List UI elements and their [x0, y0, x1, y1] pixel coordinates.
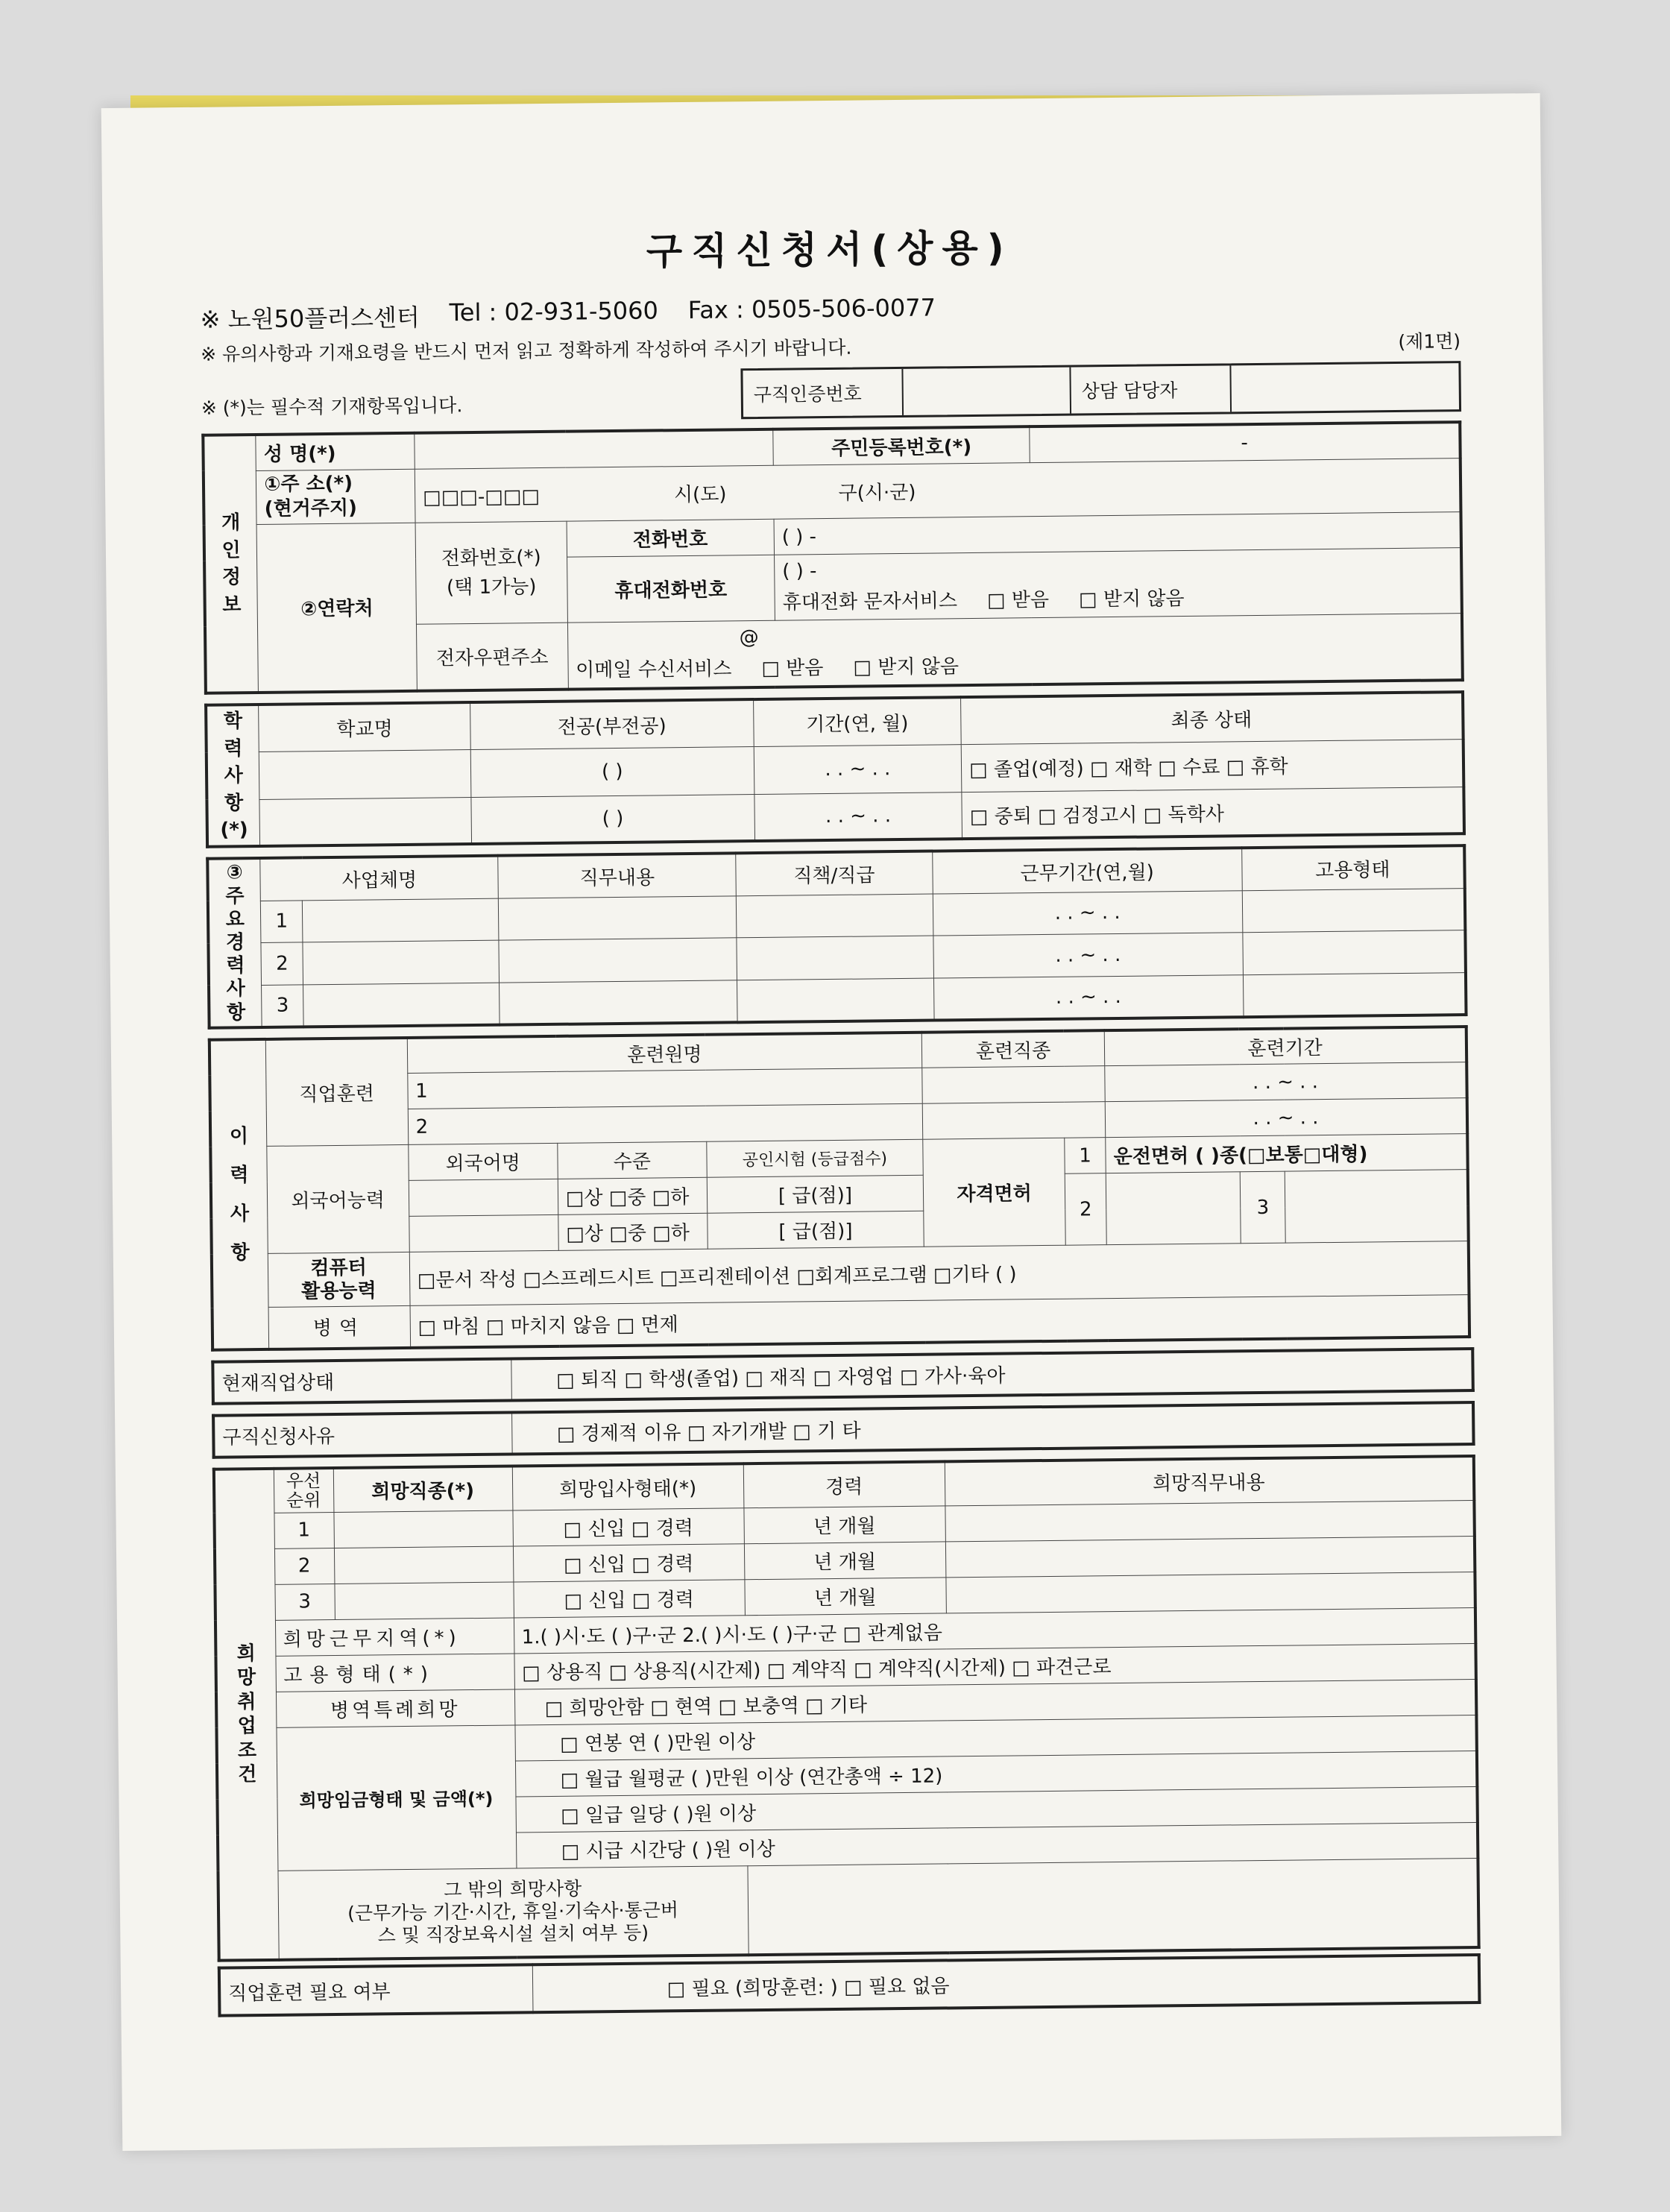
training-period-1[interactable]: . . ~ . . — [1105, 1062, 1467, 1102]
test-grade-1[interactable]: [ 급(점)] — [707, 1175, 924, 1213]
license-row-number: 2 — [1065, 1173, 1106, 1246]
duty-header: 직무내용 — [498, 854, 737, 898]
name-field[interactable] — [415, 429, 773, 469]
page-number: (제1면) — [1398, 330, 1461, 353]
level-checkboxes-2[interactable]: □상 □중 □하 — [558, 1213, 708, 1250]
form-title: 구직신청서(상용) — [646, 226, 1013, 274]
desired-duty-field[interactable] — [945, 1536, 1475, 1577]
wage-monthly[interactable]: □ 월급 월평균 ( )만원 이상 (연간총액 ÷ 12) — [515, 1751, 1477, 1797]
test-score-header: 공인시험 (등급점수) — [707, 1139, 924, 1177]
wage-daily[interactable]: □ 일급 일당 ( )원 이상 — [515, 1786, 1477, 1833]
test-grade-2[interactable]: [ 급(점)] — [708, 1211, 924, 1249]
cert-no-field[interactable] — [903, 368, 1071, 415]
desired-side: 희 망 취 업 조 건 — [214, 1469, 279, 1961]
training-label: 직업훈련 — [265, 1038, 409, 1147]
notice-text: ※ 유의사항과 기재요령을 반드시 먼저 읽고 정확하게 작성하여 주시기 바랍니다. — [201, 336, 852, 365]
license-field-3[interactable] — [1285, 1170, 1468, 1244]
training-field-header: 훈련직종 — [921, 1030, 1105, 1068]
postal-code-boxes: □□□-□□□ — [423, 485, 541, 509]
gu-label: 구(시·군) — [838, 481, 916, 505]
location-field[interactable]: 1.( )시·도 ( )구·군 2.( )시·도 ( )구·군 □ 관계없음 — [514, 1607, 1475, 1654]
reason-label: 구직신청사유 — [213, 1412, 512, 1457]
work-period-header: 근무기간(연,월) — [932, 848, 1242, 894]
school-header: 학교명 — [259, 703, 470, 752]
level-header: 수준 — [558, 1141, 708, 1179]
priority-number: 1 — [274, 1512, 333, 1548]
priority-number: 3 — [274, 1584, 334, 1620]
sido-label: 시(도) — [673, 483, 727, 506]
major-field-1[interactable]: ( ) — [470, 747, 754, 797]
phone-choice-label: 전화번호(*) (택 1가능) — [415, 521, 567, 624]
rrn-field[interactable]: - — [1030, 422, 1461, 462]
language-name-header: 외국어명 — [408, 1144, 558, 1181]
personal-info-side: 개 인 정 보 — [203, 435, 258, 693]
center-tel: Tel : 02-931-5060 — [449, 296, 659, 327]
address-label: ①주 소(*) (현거주지) — [256, 469, 415, 525]
email-service-label: 이메일 수신서비스 — [576, 658, 732, 682]
level-checkboxes-1[interactable]: □상 □중 □하 — [558, 1177, 708, 1214]
counselor-label: 상담 담당자 — [1071, 365, 1232, 413]
desired-duty-header: 희망직무내용 — [945, 1456, 1475, 1506]
career-company-field[interactable] — [302, 898, 499, 942]
counselor-field[interactable] — [1231, 363, 1459, 412]
desired-job-header: 희망직종(*) — [333, 1466, 513, 1512]
experience-header: 경력 — [743, 1461, 945, 1507]
license-label: 자격면허 — [923, 1138, 1066, 1247]
experience-field[interactable]: 년 개월 — [744, 1541, 945, 1579]
reason-checkboxes[interactable]: □ 경제적 이유 □ 자기개발 □ 기 타 — [511, 1402, 1474, 1455]
entry-checkboxes[interactable]: □ 신입 □ 경력 — [512, 1507, 743, 1545]
location-label: 희망근무지역(*) — [275, 1618, 514, 1656]
employment-type-header: 고용형태 — [1241, 846, 1464, 891]
driver-license-field[interactable]: 운전면허 ( )종(□보통□대형) — [1106, 1134, 1468, 1173]
career-row-number: 1 — [261, 900, 303, 942]
other-wishes-label: 그 밖의 희망사항 (근무가능 기간·시간, 휴일·기숙사·통근버 스 및 직장보육시설 설치 여부 등) — [277, 1865, 748, 1960]
priority-number: 2 — [274, 1548, 334, 1584]
training-row-number: 1 — [415, 1080, 428, 1103]
military-exception-label: 병역특례희망 — [276, 1689, 514, 1727]
career-duty-field[interactable] — [499, 895, 737, 940]
mobile-field[interactable] — [775, 548, 1462, 621]
sms-service-row — [782, 581, 1452, 619]
entry-checkboxes[interactable]: □ 신입 □ 경력 — [513, 1543, 744, 1581]
career-position-field[interactable] — [737, 894, 933, 938]
name-label: 성 명(*) — [256, 433, 415, 470]
email-decline-checkbox[interactable]: □ 받지 않음 — [853, 655, 960, 679]
period-header: 기간(연, 월) — [753, 698, 961, 747]
personal-info-table — [201, 420, 1464, 695]
email-receive-checkbox[interactable]: □ 받음 — [761, 656, 824, 680]
desired-duty-field[interactable] — [945, 1572, 1475, 1613]
career-type-field[interactable] — [1243, 930, 1466, 975]
email-at: @ — [739, 626, 759, 649]
email-label: 전자우편주소 — [416, 623, 567, 691]
status-row-2[interactable]: □ 중퇴 □ 검정고시 □ 독학사 — [962, 787, 1464, 839]
history-table — [208, 1025, 1471, 1352]
training-field-2[interactable] — [922, 1102, 1106, 1140]
training-course-1[interactable] — [407, 1068, 922, 1109]
military-checkboxes[interactable]: □ 마침 □ 마치지 않음 □ 면제 — [410, 1295, 1469, 1348]
major-field-2[interactable]: ( ) — [471, 794, 754, 844]
career-row-number: 3 — [262, 985, 303, 1027]
career-company-field[interactable] — [303, 940, 500, 984]
period-field-2[interactable]: . . ~ . . — [754, 792, 962, 841]
employment-type-label: 고용형태(*) — [275, 1654, 514, 1692]
other-wishes-field[interactable] — [747, 1858, 1478, 1955]
desired-duty-field[interactable] — [945, 1500, 1474, 1541]
desired-job-field[interactable] — [333, 1510, 512, 1548]
wage-annual[interactable]: □ 연봉 연 ( )만원 이상 — [514, 1715, 1476, 1761]
employment-type-checkboxes[interactable]: □ 상용직 □ 상용직(시간제) □ 계약직 □ 계약직(시간제) □ 파견근로 — [514, 1643, 1475, 1689]
training-need-label: 직업훈련 필요 여부 — [219, 1964, 533, 2015]
career-table — [206, 844, 1467, 1029]
training-field-1[interactable] — [922, 1066, 1106, 1104]
status-header: 최종 상태 — [961, 693, 1463, 745]
language-label: 외국어능력 — [266, 1145, 409, 1254]
license-row-number: 1 — [1065, 1138, 1106, 1174]
entry-checkboxes[interactable]: □ 신입 □ 경력 — [513, 1579, 744, 1617]
wage-hourly[interactable]: □ 시급 시간당 ( )원 이상 — [516, 1822, 1478, 1868]
desired-job-field[interactable] — [334, 1582, 513, 1620]
phone-field[interactable]: ( ) - — [774, 512, 1461, 555]
form-document — [199, 213, 1478, 2017]
company-header: 사업체명 — [260, 856, 499, 901]
language-name-1[interactable] — [409, 1179, 558, 1217]
history-side: 이 력 사 항 — [209, 1039, 268, 1350]
training-course-header: 훈련원명 — [407, 1032, 922, 1073]
school-field-1[interactable] — [259, 750, 471, 799]
current-status-label: 현재직업상태 — [212, 1358, 511, 1403]
wage-label: 희망임금형태 및 금액(*) — [276, 1725, 516, 1871]
major-header: 전공(부전공) — [470, 700, 753, 750]
status-row-1[interactable]: □ 졸업(예정) □ 재학 □ 수료 □ 휴학 — [961, 740, 1463, 792]
sms-receive-checkbox[interactable]: □ 받음 — [986, 588, 1050, 612]
computer-skills-checkboxes[interactable]: □문서 작성 □스프레드시트 □프리젠테이션 □회계프로그램 □기타 ( ) — [409, 1241, 1469, 1306]
desired-conditions-table — [212, 1455, 1481, 1962]
career-company-field[interactable] — [303, 983, 500, 1027]
career-duty-field[interactable] — [500, 980, 738, 1024]
career-row-number: 2 — [261, 942, 303, 985]
training-need-table — [218, 1953, 1481, 2017]
military-exception-checkboxes[interactable]: □ 희망안함 □ 현역 □ 보충역 □ 기타 — [514, 1679, 1476, 1725]
desired-job-field[interactable] — [334, 1546, 513, 1584]
sms-label: 휴대전화 문자서비스 — [782, 589, 958, 614]
career-duty-field[interactable] — [499, 938, 737, 983]
current-status-checkboxes[interactable]: □ 퇴직 □ 학생(졸업) □ 재직 □ 자영업 □ 가사·육아 — [511, 1349, 1473, 1401]
career-position-field[interactable] — [737, 978, 934, 1022]
paper-sheet — [101, 93, 1562, 2151]
current-status-table — [211, 1347, 1475, 1405]
career-period-field[interactable]: . . ~ . . — [933, 974, 1244, 1020]
center-name: ※ 노원50플러스센터 — [200, 303, 420, 334]
computer-skills-label: 컴퓨터 활용능력 — [268, 1252, 410, 1308]
center-fax: Fax : 0505-506-0077 — [687, 293, 936, 324]
language-name-2[interactable] — [409, 1215, 558, 1252]
military-label: 병역 — [268, 1306, 411, 1349]
career-period-field[interactable]: . . ~ . . — [933, 933, 1243, 978]
license-row-number: 3 — [1240, 1171, 1285, 1244]
desired-entry-header: 희망입사형태(*) — [512, 1463, 744, 1510]
sms-decline-checkbox[interactable]: □ 받지 않음 — [1078, 587, 1185, 611]
required-note: ※ (*)는 필수적 기재항목입니다. — [201, 394, 463, 419]
license-field-2[interactable] — [1106, 1172, 1241, 1245]
career-period-field[interactable]: . . ~ . . — [933, 890, 1243, 936]
position-header: 직책/직급 — [736, 851, 933, 895]
career-position-field[interactable] — [737, 936, 933, 980]
training-course-2[interactable] — [408, 1103, 923, 1144]
mobile-label: 휴대전화번호 — [567, 555, 775, 623]
period-field-1[interactable]: . . ~ . . — [754, 745, 962, 794]
experience-field[interactable]: 년 개월 — [744, 1577, 945, 1615]
email-field[interactable] — [567, 614, 1463, 690]
contact-label: ②연락처 — [256, 523, 417, 693]
experience-field[interactable]: 년 개월 — [743, 1505, 945, 1543]
training-period-header: 훈련기간 — [1104, 1027, 1466, 1066]
rrn-label: 주민등록번호(*) — [773, 426, 1030, 465]
career-side: ③ 주요 경력 사항 — [207, 858, 262, 1027]
priority-header: 우선 순위 — [274, 1468, 334, 1513]
education-table — [204, 691, 1466, 849]
training-period-2[interactable]: . . ~ . . — [1105, 1098, 1467, 1138]
mobile-number: ( ) - — [782, 560, 817, 583]
career-type-field[interactable] — [1242, 888, 1465, 933]
cert-no-label: 구직인증번호 — [743, 369, 904, 417]
id-box — [740, 361, 1461, 419]
training-need-checkboxes[interactable]: □ 필요 (희망훈련: ) □ 필요 없음 — [532, 1955, 1480, 2012]
career-type-field[interactable] — [1243, 972, 1466, 1017]
education-side: 학력 사항 (*) — [206, 705, 260, 847]
required-row — [201, 361, 1461, 425]
training-row-number: 2 — [415, 1115, 429, 1138]
reason-table — [212, 1401, 1475, 1459]
phone-label: 전화번호 — [567, 519, 775, 557]
school-field-2[interactable] — [259, 797, 471, 846]
